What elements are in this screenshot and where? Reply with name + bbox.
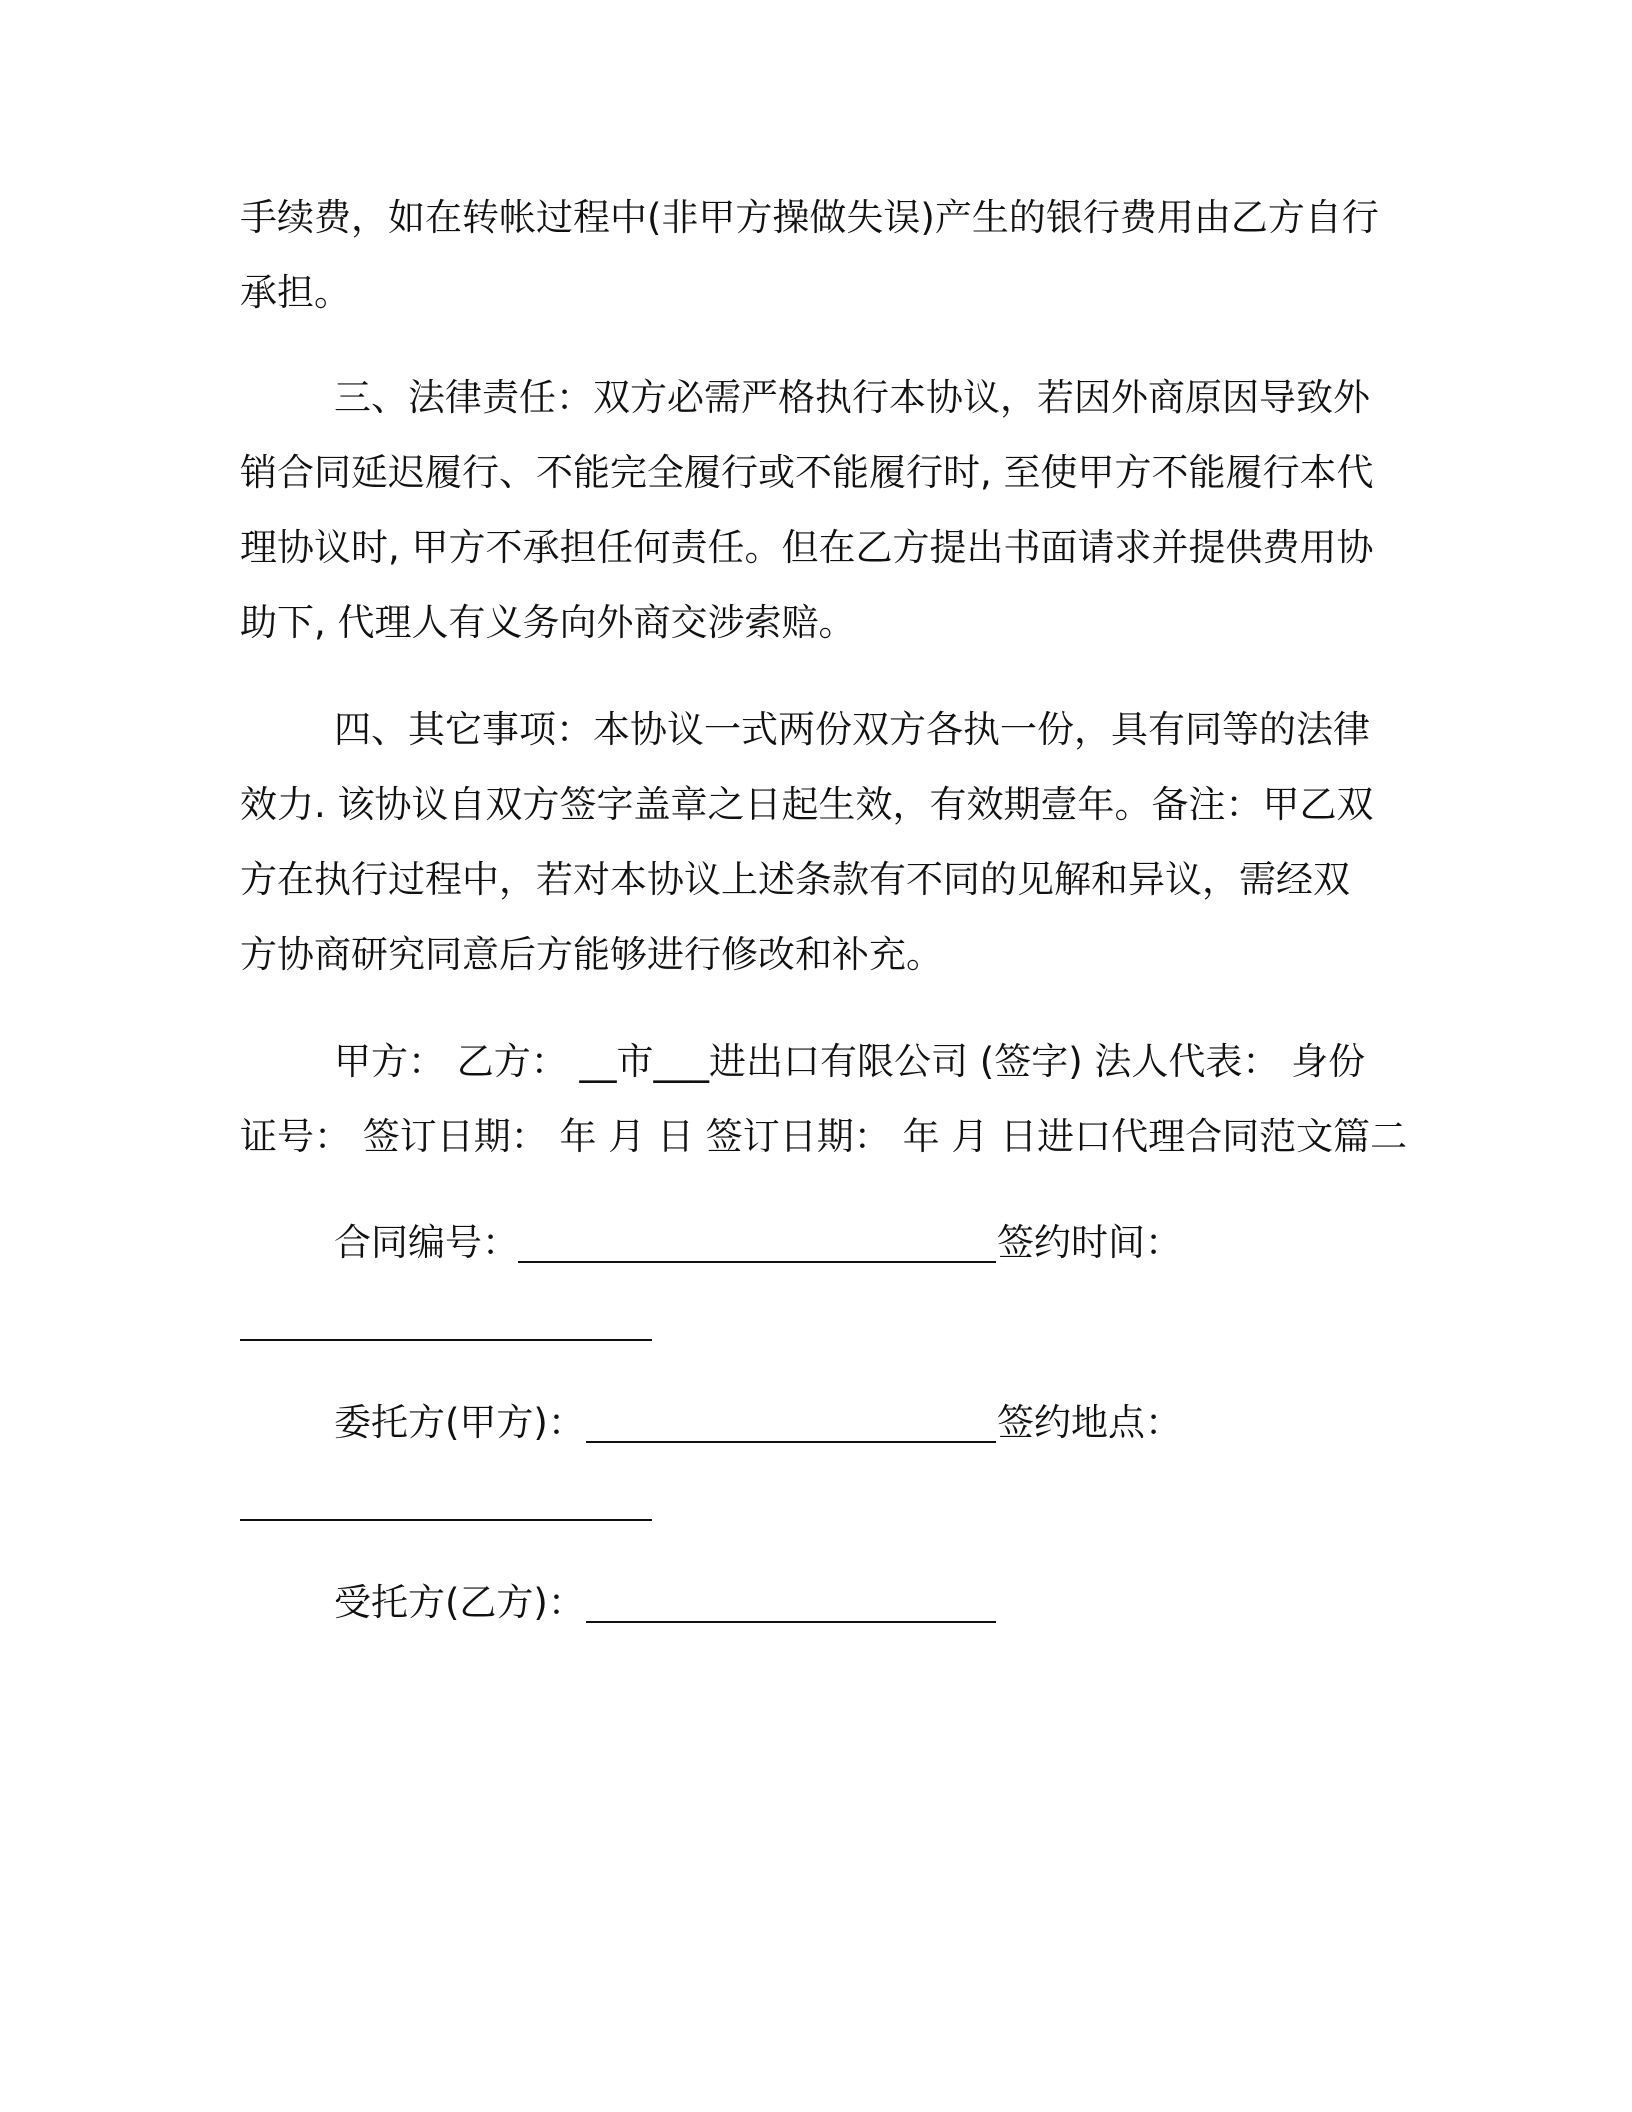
contract-no-field[interactable]: [518, 1261, 996, 1263]
sign-time-field[interactable]: [240, 1339, 652, 1341]
sign-place-field[interactable]: [240, 1519, 652, 1521]
agent-field[interactable]: [586, 1621, 996, 1623]
paragraph-line: 销合同延迟履行、不能完全履行或不能履行时, 至使甲方不能履行本代: [240, 451, 1374, 494]
paragraph-line: 甲方： 乙方： __市___进出口有限公司 (签字) 法人代表： 身份: [334, 1040, 1366, 1083]
paragraph-line: 手续费，如在转帐过程中(非甲方操做失误)产生的银行费用由乙方自行: [240, 196, 1379, 239]
sign-place-label: 签约地点：: [997, 1401, 1182, 1444]
paragraph-line: 承担。: [240, 271, 351, 314]
sign-time-label: 签约时间：: [997, 1221, 1182, 1264]
paragraph-line: 方在执行过程中，若对本协议上述条款有不同的见解和异议，需经双: [240, 858, 1350, 901]
paragraph-line: 效力. 该协议自双方签字盖章之日起生效，有效期壹年。备注：甲乙双: [240, 783, 1374, 826]
paragraph-line: 证号： 签订日期： 年 月 日 签订日期： 年 月 日进口代理合同范文篇二: [240, 1115, 1408, 1158]
paragraph-line: 四、其它事项：本协议一式两份双方各执一份，具有同等的法律: [334, 708, 1370, 751]
paragraph-line: 助下, 代理人有义务向外商交涉索赔。: [240, 601, 856, 644]
paragraph-line: 理协议时, 甲方不承担任何责任。但在乙方提出书面请求并提供费用协: [240, 526, 1374, 569]
paragraph-line: 方协商研究同意后方能够进行修改和补充。: [240, 933, 943, 976]
agent-label: 受托方(乙方)：: [334, 1581, 585, 1624]
principal-field[interactable]: [586, 1441, 996, 1443]
principal-label: 委托方(甲方)：: [334, 1401, 585, 1444]
paragraph-line: 三、法律责任：双方必需严格执行本协议，若因外商原因导致外: [334, 376, 1370, 419]
contract-no-label: 合同编号：: [334, 1221, 519, 1264]
